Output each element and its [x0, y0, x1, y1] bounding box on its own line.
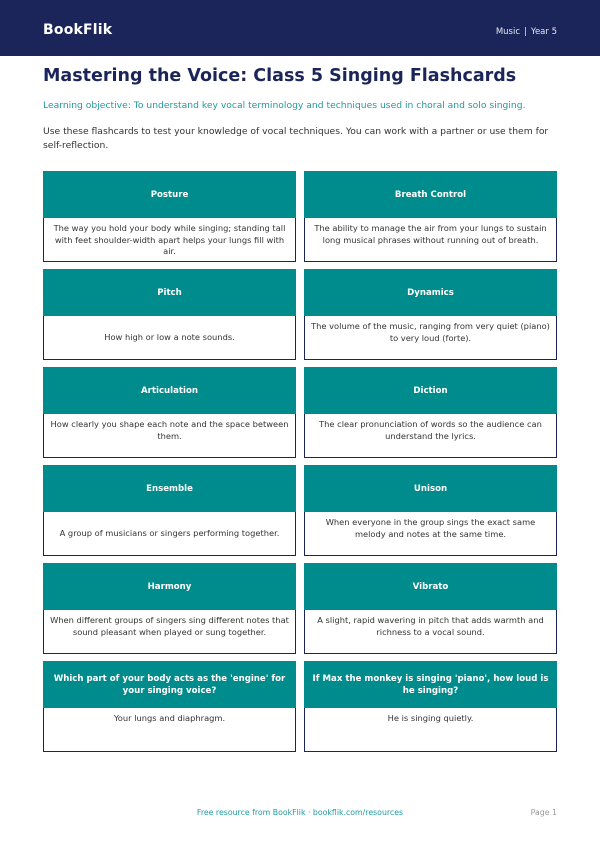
- flashcard-front: Unison: [304, 465, 557, 512]
- flashcard-back: When different groups of singers sing different notes that sound pleasant when played or sung together.: [43, 610, 296, 654]
- flashcard-question[interactable]: [304, 661, 557, 752]
- learning-objective: Learning objective: To understand key vocal terminology and techniques used in choral and solo singing.: [43, 100, 526, 111]
- flashcard-back: Your lungs and diaphragm.: [43, 708, 296, 752]
- flashcard[interactable]: [43, 269, 296, 360]
- flashcard-front: Breath Control: [304, 171, 557, 218]
- flashcard-front: Diction: [304, 367, 557, 414]
- page-number: Page 1: [530, 808, 557, 817]
- flashcard-back: The ability to manage the air from your lungs to sustain long musical phrases without running out of breath.: [304, 218, 557, 262]
- flashcard-back: How clearly you shape each note and the space between them.: [43, 414, 296, 458]
- footer-resource-link[interactable]: Free resource from BookFlik · bookflik.com/resources: [196, 808, 404, 817]
- flashcard[interactable]: [43, 171, 296, 262]
- flashcard-front: If Max the monkey is singing 'piano', how loud is he singing?: [304, 661, 557, 708]
- flashcard[interactable]: [43, 367, 296, 458]
- flashcard-front: Ensemble: [43, 465, 296, 512]
- flashcard-front: Which part of your body acts as the 'engine' for your singing voice?: [43, 661, 296, 708]
- flashcard[interactable]: [304, 563, 557, 654]
- flashcard-back: A slight, rapid wavering in pitch that adds warmth and richness to a vocal sound.: [304, 610, 557, 654]
- flashcard-back: A group of musicians or singers performing together.: [43, 512, 296, 556]
- intro-text: Use these flashcards to test your knowledge of vocal techniques. You can work with a partner or use them for self-reflection.: [43, 126, 549, 151]
- flashcard[interactable]: [304, 269, 557, 360]
- breadcrumb-separator: |: [524, 27, 527, 37]
- flashcard-front: Harmony: [43, 563, 296, 610]
- flashcard-back: He is singing quietly.: [304, 708, 557, 752]
- breadcrumb-level[interactable]: Year 5: [530, 27, 557, 37]
- flashcard[interactable]: [304, 367, 557, 458]
- flashcard-back: The clear pronunciation of words so the audience can understand the lyrics.: [304, 414, 557, 458]
- flashcard-front: Pitch: [43, 269, 296, 316]
- breadcrumb-subject[interactable]: Music: [495, 27, 521, 37]
- flashcard[interactable]: [43, 465, 296, 556]
- flashcard-back: The way you hold your body while singing; standing tall with feet shoulder-width apart helps your lungs fill with air.: [43, 218, 296, 262]
- flashcard[interactable]: [43, 563, 296, 654]
- flashcard-back: When everyone in the group sings the exact same melody and notes at the same time.: [304, 512, 557, 556]
- flashcard-front: Articulation: [43, 367, 296, 414]
- flashcard-back: The volume of the music, ranging from very quiet (piano) to very loud (forte).: [304, 316, 557, 360]
- page-title: Mastering the Voice: Class 5 Singing Flashcards: [43, 66, 517, 86]
- flashcard-front: Dynamics: [304, 269, 557, 316]
- top-header-bar: [0, 0, 600, 56]
- flashcard-question[interactable]: [43, 661, 296, 752]
- flashcard-front: Posture: [43, 171, 296, 218]
- flashcard[interactable]: [304, 465, 557, 556]
- flashcard[interactable]: [304, 171, 557, 262]
- breadcrumb: [496, 27, 557, 37]
- brand-logo-text[interactable]: BookFlik: [43, 22, 113, 38]
- flashcard-front: Vibrato: [304, 563, 557, 610]
- flashcard-grid: [43, 171, 557, 752]
- flashcard-back: How high or low a note sounds.: [43, 316, 296, 360]
